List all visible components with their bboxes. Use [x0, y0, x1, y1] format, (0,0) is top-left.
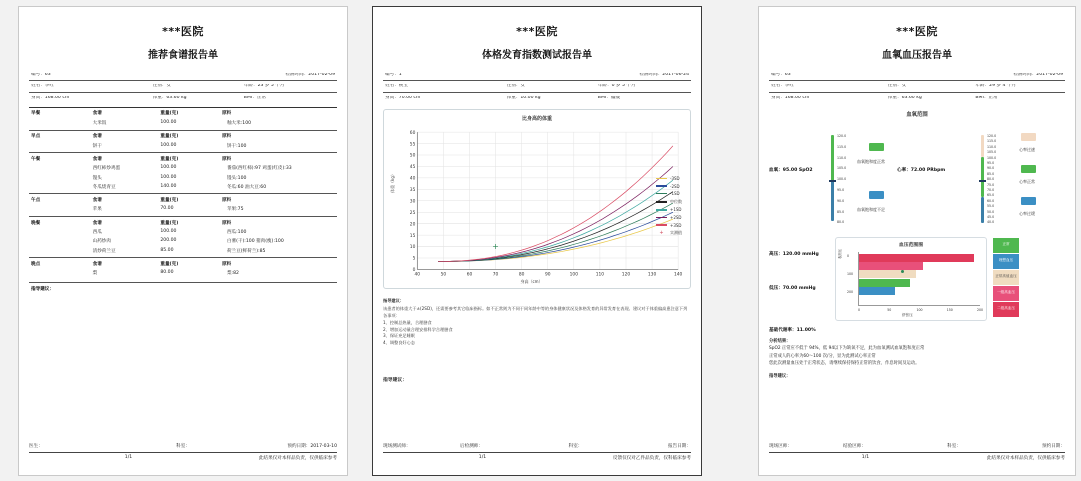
- col-food: 食谱: [92, 134, 102, 140]
- table-row: [29, 164, 337, 173]
- bp-low-value: 低压：70.00 mmHg: [769, 285, 816, 291]
- col-ingredient: 原料: [221, 134, 232, 140]
- chart-legend: [656, 176, 682, 239]
- legend-item: -3SD: [656, 176, 682, 181]
- hospital-name: ***医院: [516, 25, 558, 38]
- diet-group-header: [29, 194, 337, 205]
- svg-text:70: 70: [492, 272, 499, 278]
- col-food: 食谱: [92, 156, 102, 162]
- food-weight: 70.00: [160, 206, 174, 212]
- col-ingredient: 原料: [221, 156, 232, 162]
- spo2-tick: 85.0: [837, 209, 845, 214]
- bp-chart-plot: [847, 252, 984, 312]
- hr-tick: 105.0: [987, 150, 997, 155]
- diet-group: [29, 257, 337, 280]
- analysis-line: 正常成人的心率为60～100 次/分，显为此测试心率正常: [769, 353, 876, 359]
- table-row: [29, 269, 337, 278]
- legend-swatch: [656, 185, 667, 187]
- footer-tester: 现场测试师：: [383, 444, 411, 449]
- hr-tick: 60.0: [987, 198, 995, 203]
- meta-id: 编号：63: [771, 73, 791, 77]
- diet-group-header: [29, 131, 337, 142]
- col-ingredient: 原料: [221, 197, 232, 203]
- spo2-tick: 115.0: [837, 144, 847, 149]
- oxygen-gauges: [769, 121, 1065, 233]
- bp-x-tick: 150: [946, 307, 953, 312]
- col-food: 食谱: [92, 197, 102, 203]
- meta-time: 检测时间：2017-06-24: [639, 73, 689, 77]
- analysis-line: SpO2 正常应不低于 94%，低 94以下为缺氧不足，此为血氧测试血氧饱和度正常: [769, 346, 925, 352]
- page-footer: [383, 443, 691, 461]
- footer-page-number: 1/1: [861, 455, 870, 460]
- hr-tick: 100.0: [987, 155, 997, 160]
- footer-tester: 现场区师：: [769, 444, 792, 449]
- svg-text:10: 10: [409, 245, 416, 251]
- advice-label: 指导建议：: [29, 282, 337, 295]
- legend-item: + 实测值: [656, 230, 682, 236]
- page-footer: [29, 443, 337, 461]
- table-row: [29, 141, 337, 150]
- food-weight: 200.00: [160, 238, 177, 244]
- food-name: 清炒荷兰豆: [92, 248, 116, 254]
- report-page-growth: [372, 6, 702, 476]
- footer-note: 此结果仅对本样品负责，仅供临床参考: [986, 456, 1065, 461]
- meta-gender: 性别：女: [887, 84, 907, 89]
- svg-text:120: 120: [621, 272, 631, 278]
- diet-group-header: [29, 108, 337, 119]
- col-weight: 重量(克): [160, 134, 179, 140]
- bp-high-value: 高压：120.00 mmHg: [769, 251, 819, 257]
- col-ingredient: 原料: [221, 111, 232, 117]
- bp-legend-item: 理想血压: [993, 254, 1019, 269]
- spo2-tick: 95.0: [837, 187, 845, 192]
- report-page-diet: [18, 6, 348, 476]
- hr-tick: 120.0: [987, 133, 997, 138]
- food-weight: 100.00: [160, 174, 177, 180]
- footer-note: 此结果仅对本样品负责，仅供临床参考: [258, 456, 337, 461]
- meta-weight: 体重：63.60 kg: [152, 95, 187, 100]
- patient-meta: [29, 70, 337, 103]
- meta-height: 身高：168.00 cm: [771, 95, 810, 100]
- spo2-tick: 105.0: [837, 166, 847, 171]
- col-weight: 重量(克): [160, 156, 179, 162]
- legend-item: +3SD: [656, 223, 682, 228]
- bp-legend-item: 一级高血压: [993, 286, 1019, 301]
- svg-text:5: 5: [412, 256, 416, 262]
- meal-name: 午点: [31, 197, 41, 203]
- food-ingredient: 番茄(西红柿):97 鸡蛋(红皮):33: [226, 166, 292, 172]
- hr-tick: 45.0: [987, 214, 995, 219]
- diet-group: [29, 216, 337, 257]
- spo2-tick: 90.0: [837, 198, 845, 203]
- svg-text:30: 30: [409, 199, 416, 205]
- bp-x-tick: 0: [857, 307, 861, 312]
- food-ingredient: 冬瓜:60 油大豆:60: [226, 184, 267, 190]
- bp-x-label: 舒张压: [902, 312, 913, 317]
- svg-text:130: 130: [647, 272, 657, 278]
- hr-normal-label: 心率正常: [1019, 178, 1035, 184]
- food-ingredient: 饼干:100: [226, 143, 247, 149]
- food-name: 西红柿炒鸡蛋: [92, 166, 121, 172]
- patient-meta: [769, 70, 1065, 103]
- legend-item: +2SD: [656, 215, 682, 220]
- chart-x-label: 身高（cm）: [520, 278, 543, 284]
- meal-name: 早点: [31, 134, 41, 140]
- bp-y-tick: 0: [847, 253, 850, 258]
- legend-swatch: [656, 193, 667, 195]
- bp-band-bar: [859, 270, 916, 278]
- bp-y-tick: 100: [847, 271, 854, 276]
- hr-fast-swatch: [1021, 133, 1036, 141]
- col-food: 食谱: [92, 220, 102, 226]
- bp-band-bar: [859, 262, 923, 270]
- footer-dept: 科室：: [947, 444, 961, 449]
- food-name: 梨: [92, 271, 98, 277]
- growth-chart-svg: [392, 128, 684, 284]
- food-weight: 100.00: [160, 165, 177, 171]
- growth-chart: [383, 109, 691, 289]
- footer-page-number: 1/1: [478, 455, 487, 460]
- hr-tick: 55.0: [987, 204, 995, 209]
- diet-group: [29, 152, 337, 193]
- bp-section: [769, 237, 1065, 325]
- col-weight: 重量(克): [160, 111, 179, 117]
- svg-text:35: 35: [409, 187, 416, 194]
- plus-marker-icon: +: [659, 229, 664, 236]
- hospital-name: ***医院: [162, 25, 204, 38]
- col-weight: 重量(克): [160, 220, 179, 226]
- hr-tick: 85.0: [987, 171, 995, 176]
- bp-legend-item: 正常: [993, 238, 1019, 253]
- bp-legend-item: 二级高血压: [993, 302, 1019, 317]
- hr-normal-swatch: [1021, 165, 1036, 173]
- hr-tick: 65.0: [987, 193, 995, 198]
- legend-item: +1SD: [656, 207, 682, 212]
- legend-item: -2SD: [656, 184, 682, 189]
- hr-slow-swatch: [1021, 197, 1036, 205]
- spo2-value: 血氧：95.00 SpO2: [769, 167, 813, 173]
- footer-checker: 后检测师：: [460, 444, 483, 449]
- legend-swatch: [656, 209, 667, 211]
- food-name: 苹果: [92, 207, 102, 213]
- bp-legend-item: 正常高值血压: [993, 270, 1019, 285]
- meta-gender: 性别：女: [152, 84, 171, 89]
- bp-chart-legend: [993, 238, 1019, 318]
- svg-text:55: 55: [409, 142, 416, 148]
- meta-gender: 性别：女: [506, 84, 525, 89]
- svg-text:40: 40: [409, 176, 416, 182]
- table-row: [29, 173, 337, 182]
- food-weight: 100.00: [160, 120, 177, 126]
- chart-title: 比身高的体重: [521, 115, 552, 122]
- bp-y-tick: 200: [847, 289, 854, 294]
- metabolic-rate: 基础代谢率：11.00%: [769, 327, 816, 333]
- meta-bmi: BMI：正常: [243, 95, 267, 100]
- meta-height: 身高：168.00 cm: [31, 95, 70, 100]
- meta-id: 编号：1: [385, 73, 402, 77]
- svg-text:80: 80: [518, 272, 525, 278]
- footer-doctor: 医生：: [29, 444, 43, 449]
- table-row: [29, 228, 337, 237]
- food-weight: 85.00: [160, 247, 174, 253]
- bp-chart-card: [835, 237, 987, 321]
- report-title: 体格发育指数测试报告单: [482, 50, 592, 61]
- meta-time: 检测时间：2017-02-09: [285, 73, 335, 77]
- analysis-title: 分析结果：: [769, 338, 791, 344]
- food-name: 山药炒肉: [92, 239, 111, 245]
- svg-text:25: 25: [409, 210, 416, 216]
- meta-name: 姓名：桃宝: [385, 84, 408, 89]
- patient-meta: [383, 70, 691, 103]
- analysis-block: [769, 338, 1065, 380]
- food-weight: 140.00: [160, 183, 177, 189]
- hr-tick: 95.0: [987, 160, 995, 165]
- hr-tick: 75.0: [987, 182, 995, 187]
- hospital-name: ***医院: [896, 25, 938, 38]
- meal-name: 早餐: [31, 111, 41, 117]
- spo2-tick: 120.0: [837, 133, 847, 138]
- spo2-tick: 100.0: [837, 177, 847, 182]
- legend-item: -1SD: [656, 191, 682, 196]
- svg-text:45: 45: [409, 164, 416, 171]
- legend-swatch: [656, 217, 667, 219]
- legend-swatch: [656, 201, 667, 203]
- advice-label: 指导建议：: [769, 374, 791, 380]
- food-name: 西瓜: [92, 230, 102, 236]
- food-ingredient: 馒头:100: [226, 175, 247, 181]
- col-food: 食谱: [92, 261, 102, 267]
- report-title: 推荐食谱报告单: [148, 50, 218, 61]
- spo2-tick: 110.0: [837, 155, 847, 160]
- bp-x-tick: 200: [976, 307, 984, 312]
- table-row: [29, 246, 337, 255]
- diet-group-header: [29, 258, 337, 269]
- table-row: [29, 182, 337, 191]
- svg-text:20: 20: [409, 222, 416, 228]
- bp-y-label: 收缩压: [838, 249, 842, 260]
- footer-date: 报告日期：: [668, 444, 691, 449]
- report-title: 血氧血压报告单: [882, 50, 952, 61]
- svg-text:100: 100: [569, 272, 578, 278]
- diet-table: [29, 107, 337, 280]
- diet-group: [29, 107, 337, 130]
- hr-tick: 115.0: [987, 139, 997, 144]
- meta-bmi: BMI：正常: [975, 95, 998, 100]
- analysis-line: 您此次测量血压处于正常状态，请继续保持保持正常的饮食、作息时间及运动。: [769, 360, 920, 366]
- meta-id: 编号：63: [31, 73, 51, 77]
- heart-rate-marker: [979, 180, 986, 182]
- meta-name: 姓名：李红: [31, 84, 54, 89]
- spo2-normal-label: 血氧饱和度正常: [857, 158, 885, 164]
- svg-text:50: 50: [440, 272, 447, 278]
- food-name: 冬瓜烧青豆: [92, 184, 116, 190]
- bp-band-bar: [859, 279, 910, 287]
- meal-name: 晚餐: [31, 220, 41, 226]
- heart-rate-value: 心率：72.00 PRbpm: [897, 167, 946, 173]
- food-name: 馒头: [92, 175, 102, 181]
- hr-tick: 80.0: [987, 177, 995, 182]
- bp-x-tick: 100: [916, 307, 923, 312]
- food-weight: 80.00: [160, 270, 174, 276]
- svg-text:90: 90: [544, 272, 551, 278]
- hr-slow-label: 心率过缓: [1019, 210, 1035, 216]
- col-food: 食谱: [92, 111, 102, 117]
- guide-item: 2、增加运动量合理安排科学合理膳食: [383, 326, 453, 332]
- hr-tick: 50.0: [987, 209, 995, 214]
- svg-text:50: 50: [409, 153, 416, 159]
- diet-group: [29, 130, 337, 153]
- svg-text:60: 60: [466, 272, 473, 278]
- food-weight: 100.00: [160, 142, 177, 148]
- legend-swatch: [656, 224, 667, 226]
- food-name: 饼干: [92, 143, 102, 149]
- meta-bmi: BMI：偏瘦: [597, 95, 621, 100]
- guide-title: 指导建议：: [383, 297, 404, 303]
- hr-tick: 70.0: [987, 187, 995, 192]
- bp-band-bar: [859, 287, 895, 295]
- food-name: 大米饭: [92, 121, 107, 127]
- diet-group: [29, 193, 337, 216]
- col-ingredient: 原料: [221, 220, 232, 226]
- svg-text:140: 140: [673, 272, 683, 278]
- meta-age: 年龄：0 岁 5 个月: [597, 84, 636, 89]
- footer-dept: 科室：: [568, 444, 583, 449]
- report-page-spo2-bp: [758, 6, 1076, 476]
- food-ingredient: 西瓜:100: [226, 230, 247, 236]
- spo2-normal-swatch: [869, 143, 884, 151]
- oxygen-section-title: 血氧范围: [906, 111, 928, 118]
- meta-weight: 体重：63.60 kg: [887, 95, 922, 100]
- meta-age: 年龄：23 岁 5 个月: [243, 84, 285, 89]
- page-footer: [769, 443, 1065, 461]
- hr-fast-label: 心率过速: [1019, 146, 1035, 152]
- spo2-tick: 80.0: [837, 220, 845, 225]
- guide-block: [383, 298, 691, 347]
- table-row: [29, 118, 337, 127]
- guide-item: 4、调整良好心态: [383, 339, 415, 345]
- meal-name: 午餐: [31, 156, 41, 162]
- hr-tick: 90.0: [987, 166, 995, 171]
- food-weight: 100.00: [160, 229, 177, 235]
- spo2-marker: [829, 180, 836, 182]
- svg-text:15: 15: [409, 233, 416, 239]
- svg-text:0: 0: [412, 267, 416, 274]
- table-row: [29, 205, 337, 214]
- diet-group-header: [29, 217, 337, 228]
- footer-date: 预约日期：: [1042, 444, 1065, 449]
- food-ingredient: 白薯(干):100 猪肉(瘦):100: [226, 239, 284, 245]
- legend-swatch: [656, 178, 667, 180]
- diet-group-header: [29, 153, 337, 164]
- guide-text: 该患者的体重大于±(2SD)，还需要参考其它临床指标。如不正常则为不同于同年龄中等的身体健康状况及体格发育的异常发育在表现。建议对于体重偏高患注意下列各事项：: [383, 306, 688, 318]
- table-row: [29, 237, 337, 246]
- footer-checker: 结验区师：: [843, 444, 866, 449]
- meta-time: 检测时间：2017-02-09: [1013, 73, 1063, 77]
- bp-band-bar: [859, 254, 974, 262]
- hr-tick: 40.0: [987, 220, 995, 225]
- spo2-low-swatch: [869, 191, 884, 199]
- meta-name: 姓名：李红: [771, 84, 794, 89]
- svg-text:110: 110: [595, 272, 605, 278]
- guide-item: 3、保证充足睡眠: [383, 333, 415, 339]
- advice-label: 指导建议：: [383, 378, 407, 384]
- footer-note: 反馈仅仅对乙件品负责，仅科临床参考: [612, 456, 691, 461]
- meta-height: 身高：70.00 cm: [385, 95, 421, 100]
- svg-text:40: 40: [414, 272, 421, 278]
- bp-x-tick: 50: [887, 307, 892, 312]
- footer-page-number: 1/1: [124, 455, 133, 460]
- food-ingredient: 籼大米:100: [226, 121, 252, 127]
- svg-text:60: 60: [409, 130, 416, 136]
- hr-tick: 110.0: [987, 144, 997, 149]
- food-ingredient: 梨:82: [226, 271, 239, 277]
- footer-date: 预约日期：2017-03-10: [287, 444, 338, 449]
- svg-text:+: +: [492, 241, 499, 252]
- chart-y-label: 体重（kg）: [390, 172, 395, 194]
- col-weight: 重量(克): [160, 197, 179, 203]
- meta-age: 年龄：29 岁 4 个月: [975, 84, 1017, 89]
- spo2-low-label: 血氧饱和度不足: [857, 206, 885, 212]
- col-weight: 重量(克): [160, 261, 179, 267]
- legend-item: 中位数: [656, 199, 682, 205]
- col-ingredient: 原料: [221, 261, 232, 267]
- bp-chart-title: 血压范围图: [899, 242, 923, 248]
- guide-item: 1、控制总热量，合理膳食: [383, 320, 432, 326]
- food-ingredient: 苹果:75: [226, 207, 244, 213]
- food-ingredient: 荷兰豆(鲜荷兰):85: [226, 248, 266, 254]
- footer-dept: 科室：: [176, 444, 190, 449]
- meal-name: 晚点: [31, 261, 41, 267]
- meta-weight: 体重：10.00 kg: [506, 95, 541, 100]
